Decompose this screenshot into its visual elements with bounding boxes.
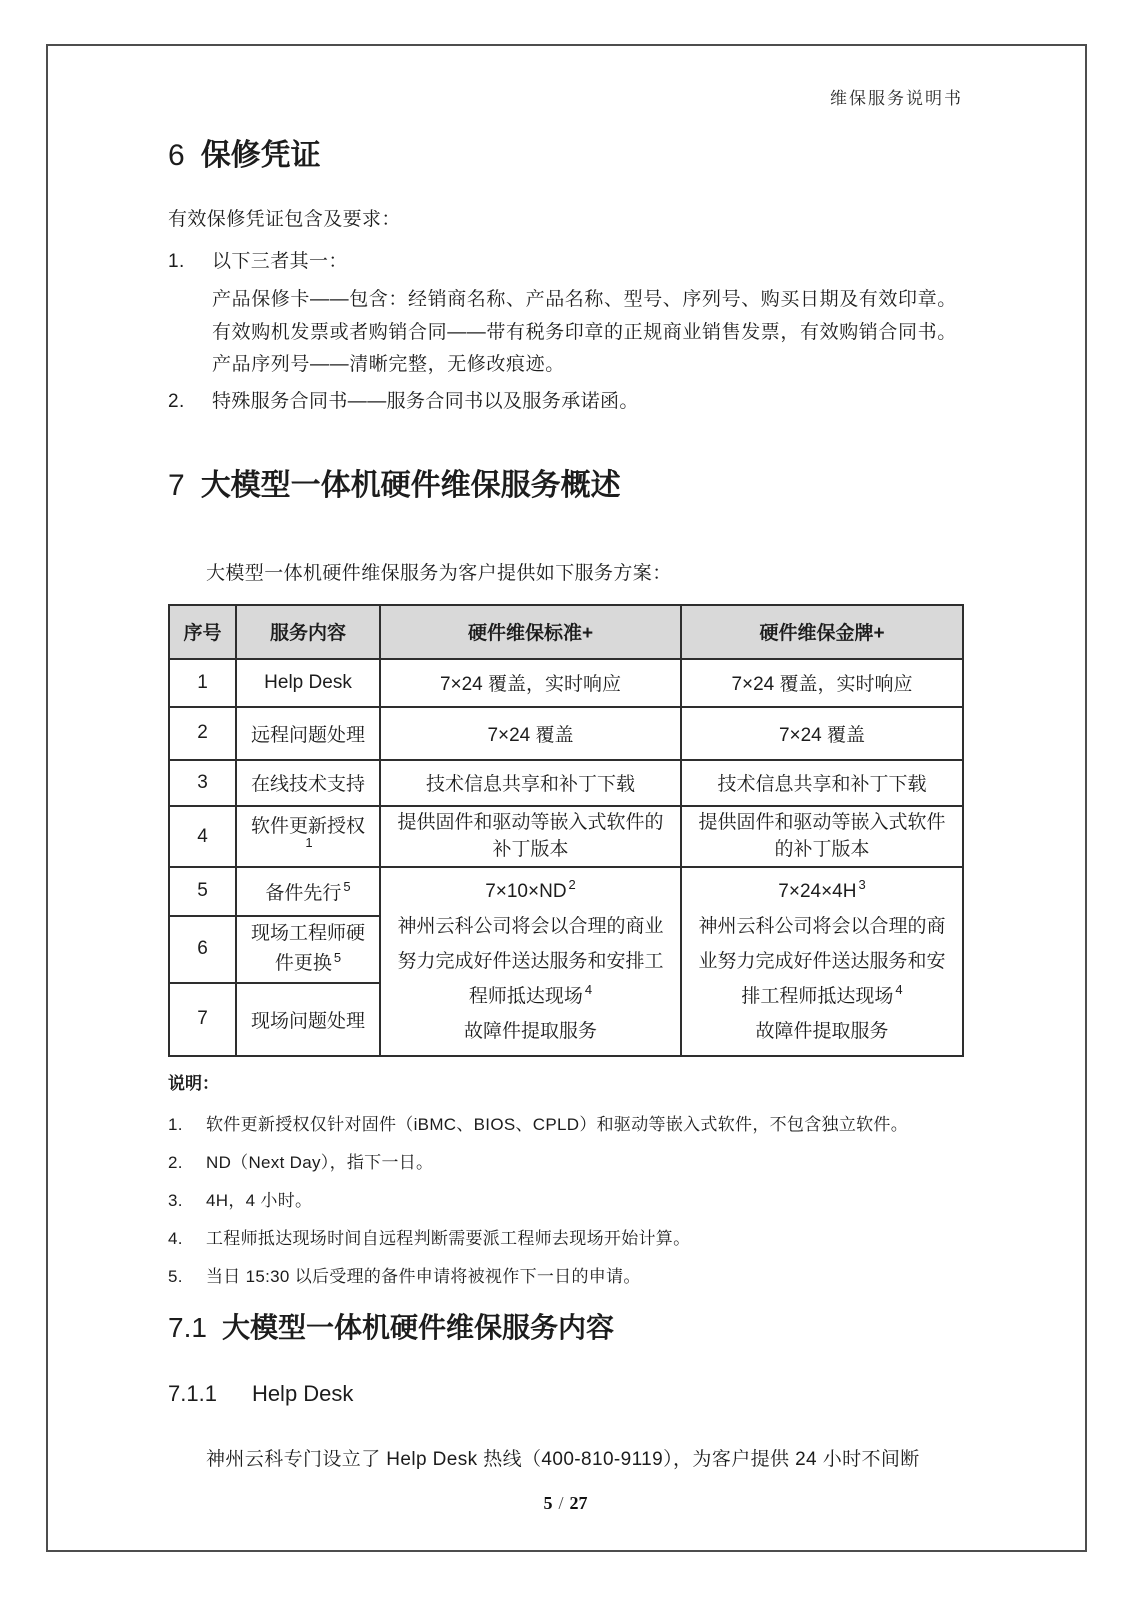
section-7-number: 7 bbox=[168, 468, 185, 502]
note-number: 3. bbox=[168, 1190, 183, 1210]
column-header-service: 服务内容 bbox=[236, 605, 380, 659]
footer-separator: / bbox=[558, 1493, 564, 1513]
section-6-intro: 有效保修凭证包含及要求： bbox=[168, 209, 401, 230]
cell-index: 5 bbox=[169, 867, 236, 916]
cell-service bbox=[236, 867, 380, 916]
footnote-marker: 2 bbox=[568, 877, 576, 893]
list-item-number: 1. bbox=[168, 251, 185, 272]
page-footer bbox=[0, 1493, 1131, 1514]
cell-service-text: 现场工程师硬件更换 bbox=[250, 923, 365, 974]
footnote-marker: 1 bbox=[305, 835, 313, 851]
helpdesk-paragraph: 神州云科专门设立了 Help Desk 热线（400-810-9119），为客户提供 24 小时不间断 bbox=[206, 1448, 920, 1470]
table-row bbox=[169, 806, 963, 867]
cell-service-text: 软件更新授权 bbox=[250, 815, 365, 837]
section-6-heading bbox=[168, 138, 962, 174]
note-text: 4H，4 小时。 bbox=[206, 1190, 313, 1210]
list-item-text: 特殊服务合同书——服务合同书以及服务承诺函。 bbox=[212, 390, 639, 412]
section-6-subparagraph bbox=[212, 284, 962, 382]
cell-service bbox=[236, 916, 380, 983]
footer-page-total: 27 bbox=[569, 1493, 588, 1513]
note-item bbox=[168, 1258, 962, 1296]
cell-gold: 提供固件和驱动等嵌入式软件的补丁版本 bbox=[681, 806, 963, 867]
section-7-1-title: 大模型一体机硬件维保服务内容 bbox=[221, 1311, 614, 1343]
note-number: 2. bbox=[168, 1152, 183, 1172]
column-header-index: 序号 bbox=[169, 605, 236, 659]
running-header: 维保服务说明书 bbox=[830, 89, 963, 108]
section-7-1-heading bbox=[168, 1312, 962, 1344]
cell-index: 7 bbox=[169, 983, 236, 1056]
merged-cell-body bbox=[692, 909, 952, 1014]
table-row bbox=[169, 867, 963, 916]
subparagraph-line: 产品保修卡——包含：经销商名称、产品名称、型号、序列号、购买日期及有效印章。 bbox=[212, 289, 957, 310]
cell-index: 1 bbox=[169, 659, 236, 707]
section-7-1-1-number: 7.1.1 bbox=[168, 1380, 217, 1406]
section-6-title: 保修凭证 bbox=[200, 139, 321, 172]
column-header-gold: 硬件维保金牌+ bbox=[681, 605, 963, 659]
table-header-row bbox=[169, 605, 963, 659]
cell-standard: 提供固件和驱动等嵌入式软件的补丁版本 bbox=[380, 806, 681, 867]
notes-label: 说明： bbox=[168, 1073, 219, 1093]
note-text: 软件更新授权仅针对固件（iBMC、BIOS、CPLD）和驱动等嵌入式软件，不包含独立软件。 bbox=[206, 1114, 909, 1134]
cell-index: 3 bbox=[169, 760, 236, 806]
section-7-1-1-title: Help Desk bbox=[251, 1380, 354, 1406]
table-row bbox=[169, 659, 963, 707]
merged-body-text: 神州云科公司将会以合理的商业努力完成好件送达服务和安排工程师抵达现场 bbox=[698, 915, 946, 1007]
note-number: 4. bbox=[168, 1228, 183, 1248]
note-number: 5. bbox=[168, 1266, 183, 1286]
cell-index: 6 bbox=[169, 916, 236, 983]
cell-index: 2 bbox=[169, 707, 236, 760]
list-item bbox=[168, 388, 962, 416]
cell-standard-merged bbox=[380, 867, 681, 1056]
note-item bbox=[168, 1182, 962, 1220]
note-item bbox=[168, 1106, 962, 1144]
subparagraph-line: 有效购机发票或者购销合同——带有税务印章的正规商业销售发票，有效购销合同书。 bbox=[212, 321, 957, 343]
footnote-marker: 4 bbox=[584, 982, 593, 998]
merged-body-text: 神州云科公司将会以合理的商业努力完成好件送达服务和安排工程师抵达现场 bbox=[397, 915, 664, 1007]
merged-cell-tail: 故障件提取服务 bbox=[463, 1020, 597, 1042]
cell-gold: 7×24 覆盖，实时响应 bbox=[681, 659, 963, 707]
merged-cell-headline bbox=[692, 874, 952, 909]
table-row bbox=[169, 760, 963, 806]
cell-service: Help Desk bbox=[236, 659, 380, 707]
note-text: 工程师抵达现场时间自远程判断需要派工程师去现场开始计算。 bbox=[206, 1228, 691, 1248]
note-item bbox=[168, 1144, 962, 1182]
footer-page-number: 5 bbox=[543, 1493, 553, 1513]
merged-head-text: 7×24×4H bbox=[778, 880, 857, 902]
list-item-text: 以下三者其一： bbox=[212, 251, 348, 272]
cell-service-text: 备件先行 bbox=[265, 882, 342, 904]
merged-cell-body bbox=[391, 909, 670, 1014]
page-content bbox=[168, 0, 962, 1474]
cell-standard: 7×24 覆盖，实时响应 bbox=[380, 659, 681, 707]
footnote-marker: 3 bbox=[858, 877, 866, 893]
section-7-intro: 大模型一体机硬件维保服务为客户提供如下服务方案： bbox=[206, 562, 672, 584]
cell-service: 现场问题处理 bbox=[236, 983, 380, 1056]
column-header-standard: 硬件维保标准+ bbox=[380, 605, 681, 659]
cell-service: 远程问题处理 bbox=[236, 707, 380, 760]
cell-index: 4 bbox=[169, 806, 236, 867]
list-item bbox=[168, 248, 962, 276]
cell-standard: 7×24 覆盖 bbox=[380, 707, 681, 760]
section-7-1-1-heading bbox=[168, 1382, 962, 1406]
cell-service: 在线技术支持 bbox=[236, 760, 380, 806]
notes-list bbox=[168, 1106, 962, 1296]
cell-service-footnote bbox=[247, 835, 369, 860]
table-row bbox=[169, 707, 963, 760]
note-text: ND（Next Day），指下一日。 bbox=[206, 1152, 434, 1172]
merged-cell-tail: 故障件提取服务 bbox=[755, 1020, 889, 1042]
section-7-title: 大模型一体机硬件维保服务概述 bbox=[200, 468, 621, 502]
footnote-marker: 5 bbox=[333, 949, 342, 965]
service-plan-table bbox=[168, 604, 964, 1057]
list-item-number: 2. bbox=[168, 390, 185, 412]
note-text: 当日 15:30 以后受理的备件申请将被视作下一日的申请。 bbox=[206, 1266, 641, 1286]
footnote-marker: 5 bbox=[343, 879, 351, 895]
section-7-1-number: 7.1 bbox=[168, 1311, 207, 1343]
note-item bbox=[168, 1220, 962, 1258]
footnote-marker: 4 bbox=[895, 982, 903, 998]
cell-gold: 技术信息共享和补丁下载 bbox=[681, 760, 963, 806]
cell-standard: 技术信息共享和补丁下载 bbox=[380, 760, 681, 806]
section-6-number: 6 bbox=[168, 139, 185, 172]
section-7-heading bbox=[168, 468, 962, 504]
note-number: 1. bbox=[168, 1114, 183, 1134]
cell-service bbox=[236, 806, 380, 867]
subparagraph-line: 产品序列号——清晰完整，无修改痕迹。 bbox=[212, 354, 565, 375]
cell-gold: 7×24 覆盖 bbox=[681, 707, 963, 760]
merged-cell-headline bbox=[391, 874, 670, 909]
cell-gold-merged bbox=[681, 867, 963, 1056]
merged-head-text: 7×10×ND bbox=[485, 880, 567, 902]
